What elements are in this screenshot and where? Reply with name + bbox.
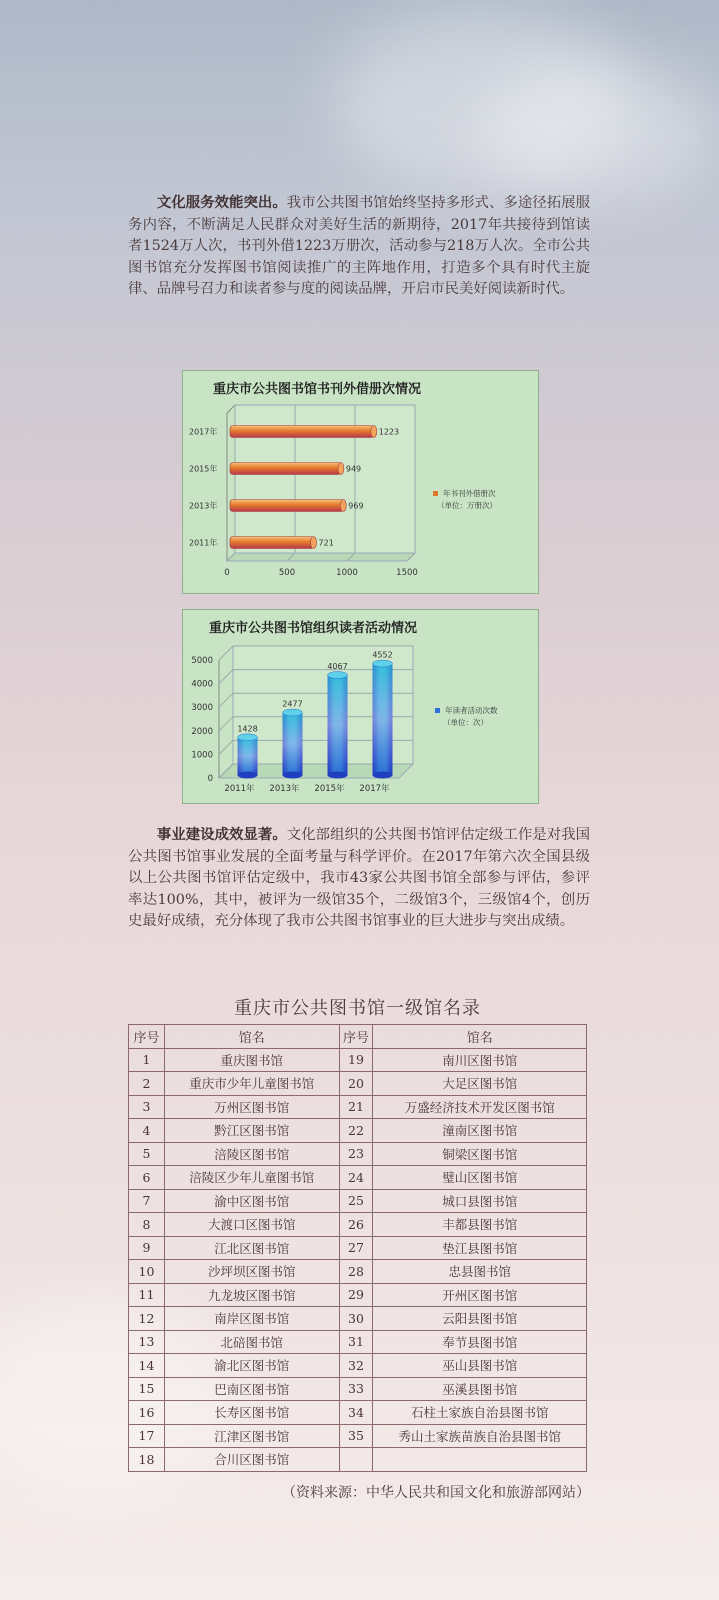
chart2-gridline-depth	[219, 670, 233, 684]
cell-name-right: 潼南区图书馆	[373, 1119, 587, 1143]
table-row	[129, 1377, 587, 1401]
chart1-bar-cap	[311, 537, 317, 549]
cell-name-right: 铜梁区图书馆	[373, 1142, 587, 1166]
cell-index-right: 35	[339, 1424, 373, 1448]
table-row	[129, 1072, 587, 1096]
chart1-x-tick: 1000	[336, 568, 358, 578]
cell-index-left: 8	[129, 1213, 165, 1237]
cell-index-left: 13	[129, 1330, 165, 1354]
table-row	[129, 1189, 587, 1213]
chart1-bar	[230, 537, 314, 549]
chart1-floor	[227, 553, 415, 561]
chart2-gridline-depth	[219, 717, 233, 731]
chart2-data-label: 4552	[372, 650, 393, 660]
table-row	[129, 1048, 587, 1072]
chart1-data-label: 949	[345, 464, 362, 474]
chart2-y-tick: 5000	[191, 656, 213, 666]
cell-index-left: 18	[129, 1448, 165, 1472]
cell-index-left: 11	[129, 1283, 165, 1307]
achievement-text: 文化部组织的公共图书馆评估定级工作是对我国公共图书馆事业发展的全面考量与科学评价。在2017年第六次全国县级以上公共图书馆评估定级中，我市43家公共图书馆全部参与评估，参评率达100%，其中，被评为一级馆35个，二级馆3个，三级馆4个，创历史最好成绩，充分体现了我市公共图书馆事业的巨大进步与突出成绩。	[128, 827, 590, 929]
table-row	[129, 1283, 587, 1307]
cell-name-left: 江北区图书馆	[164, 1236, 339, 1260]
cell-name-left: 九龙坡区图书馆	[164, 1283, 339, 1307]
cell-name-left: 沙坪坝区图书馆	[164, 1260, 339, 1284]
chart1-data-label: 969	[348, 501, 364, 511]
cell-index-right: 27	[339, 1236, 373, 1260]
cell-index-left: 17	[129, 1424, 165, 1448]
cell-index-left: 16	[129, 1401, 165, 1425]
chart2-bar-cap	[283, 709, 303, 716]
cell-name-right: 璧山区图书馆	[373, 1166, 587, 1190]
chart1-legend-unit: （单位：万册次）	[437, 501, 497, 510]
table-row	[129, 1424, 587, 1448]
library-table-body	[129, 1048, 587, 1471]
cell-index-right: 22	[339, 1119, 373, 1143]
chart2-legend-label: 年读者活动次数	[445, 706, 498, 715]
chart2-data-label: 1428	[237, 724, 258, 734]
chart2-bar-base	[328, 772, 348, 779]
cell-index-left: 12	[129, 1307, 165, 1331]
intro-paragraph	[128, 192, 590, 301]
cell-name-right: 开州区图书馆	[373, 1283, 587, 1307]
cell-name-left: 万州区图书馆	[164, 1095, 339, 1119]
cell-name-left: 北碚图书馆	[164, 1330, 339, 1354]
chart2-bar-base	[373, 772, 393, 779]
chart2-bar-shade	[373, 664, 393, 775]
chart2-bar-shade	[283, 713, 303, 775]
chart1-legend-label: 年书刊外借册次	[443, 489, 496, 498]
cell-index-left: 5	[129, 1142, 165, 1166]
chart1-category-label: 2017年	[189, 427, 218, 437]
table-row	[129, 1448, 587, 1472]
table-row	[129, 1307, 587, 1331]
cell-index-left: 15	[129, 1377, 165, 1401]
cell-name-right	[373, 1448, 587, 1472]
cell-index-right	[339, 1448, 373, 1472]
chart2-bar-base	[283, 772, 303, 779]
chart1-x-tick: 0	[224, 568, 230, 578]
cell-name-left: 长寿区图书馆	[164, 1401, 339, 1425]
chart2-gridline-depth	[219, 646, 233, 660]
table-row	[129, 1236, 587, 1260]
cell-name-left: 南岸区图书馆	[164, 1307, 339, 1331]
chart2-legend-unit: （单位：次）	[443, 718, 488, 727]
cell-name-left: 渝北区图书馆	[164, 1354, 339, 1378]
chart2-data-label: 2477	[282, 699, 303, 709]
table-row	[129, 1142, 587, 1166]
chart2-bar-base	[238, 772, 258, 779]
chart1-data-label: 1223	[378, 427, 400, 437]
table-row	[129, 1330, 587, 1354]
cell-name-right: 秀山土家族苗族自治县图书馆	[373, 1424, 587, 1448]
chart2-bar-cap	[328, 672, 348, 679]
chart2-bar-shade	[238, 737, 258, 775]
cell-index-right: 28	[339, 1260, 373, 1284]
chart2-gridline-depth	[219, 740, 233, 754]
cell-index-left: 6	[129, 1166, 165, 1190]
chart1-bar-cap	[340, 500, 346, 512]
cell-index-right: 26	[339, 1213, 373, 1237]
cell-index-left: 14	[129, 1354, 165, 1378]
intro-text: 我市公共图书馆始终坚持多形式、多途径拓展服务内容，不断满足人民群众对美好生活的新期待，2017年共接待到馆读者1524万人次，书刊外借1223万册次，活动参与218万人次。全市公共图书馆充分发挥图书馆阅读推广的主阵地作用，打造多个具有时代主旋律、品牌号召力和读者参与度的阅读品牌，开启市民美好阅读新时代。	[128, 195, 590, 297]
header-index-right: 序号	[339, 1025, 373, 1049]
chart2-bar-cap	[238, 734, 258, 741]
chart2-y-tick: 1000	[191, 750, 213, 761]
table-row	[129, 1354, 587, 1378]
cell-index-right: 32	[339, 1354, 373, 1378]
cell-index-right: 33	[339, 1377, 373, 1401]
cell-index-left: 4	[129, 1119, 165, 1143]
header-name-right: 馆名	[373, 1025, 587, 1049]
chart1-title: 重庆市公共图书馆书刊外借册次情况	[213, 382, 422, 397]
cell-name-left: 巴南区图书馆	[164, 1377, 339, 1401]
cell-index-right: 24	[339, 1166, 373, 1190]
chart1-data-label: 721	[318, 538, 334, 548]
cell-index-right: 30	[339, 1307, 373, 1331]
table-row	[129, 1401, 587, 1425]
chart2-y-tick: 3000	[191, 703, 213, 714]
table-title: 重庆市公共图书馆一级馆名录	[234, 998, 481, 1019]
cell-index-right: 23	[339, 1142, 373, 1166]
cell-name-right: 石柱土家族自治县图书馆	[373, 1401, 587, 1425]
cell-name-right: 忠县图书馆	[373, 1260, 587, 1284]
cell-name-left: 江津区图书馆	[164, 1424, 339, 1448]
chart2-y-tick: 0	[207, 774, 213, 784]
chart1-x-tick: 500	[278, 568, 296, 578]
cell-index-left: 3	[129, 1095, 165, 1119]
cell-index-left: 1	[129, 1048, 165, 1072]
table-header-row	[129, 1025, 587, 1049]
cell-index-right: 21	[339, 1095, 373, 1119]
table-row	[129, 1260, 587, 1284]
table-row	[129, 1119, 587, 1143]
cell-name-left: 涪陵区少年儿童图书馆	[164, 1166, 339, 1190]
cell-name-left: 重庆市少年儿童图书馆	[164, 1072, 339, 1096]
chart1-category-label: 2013年	[189, 501, 218, 511]
chart1-bar-cap	[371, 426, 377, 438]
cell-index-left: 9	[129, 1236, 165, 1260]
chart-reader-activities	[182, 609, 539, 804]
cell-index-right: 31	[339, 1330, 373, 1354]
chart1-category-label: 2015年	[189, 464, 218, 474]
cell-index-left: 10	[129, 1260, 165, 1284]
chart2-bar-shade	[328, 675, 348, 775]
chart1-bar	[230, 463, 341, 475]
achievement-paragraph	[128, 824, 590, 933]
chart2-y-tick: 2000	[191, 726, 213, 737]
chart2-gridline-depth	[219, 693, 233, 707]
chart1-axis-y-depth	[227, 405, 235, 413]
chart1-bar-cap	[338, 463, 344, 475]
chart-reader-activities-svg	[183, 610, 538, 803]
chart1-bar	[230, 500, 343, 512]
achievement-lead: 事业建设成效显著。	[156, 826, 287, 843]
chart1-x-tick: 1500	[396, 568, 418, 578]
chart2-data-label: 4067	[327, 662, 348, 672]
chart2-title: 重庆市公共图书馆组织读者活动情况	[209, 621, 418, 636]
cell-name-right: 城口县图书馆	[373, 1189, 587, 1213]
cell-name-right: 丰都县图书馆	[373, 1213, 587, 1237]
cell-name-right: 垫江县图书馆	[373, 1236, 587, 1260]
cell-name-right: 云阳县图书馆	[373, 1307, 587, 1331]
library-table	[128, 1024, 587, 1472]
header-index-left: 序号	[129, 1025, 165, 1049]
cell-name-left: 涪陵区图书馆	[164, 1142, 339, 1166]
cell-name-right: 巫溪县图书馆	[373, 1377, 587, 1401]
chart1-bar	[230, 426, 374, 438]
chart2-y-tick: 4000	[191, 679, 213, 690]
header-name-left: 馆名	[164, 1025, 339, 1049]
table-row	[129, 1166, 587, 1190]
table-row	[129, 1213, 587, 1237]
cell-name-right: 巫山县图书馆	[373, 1354, 587, 1378]
chart2-category-label: 2011年	[224, 784, 255, 794]
source-note: （资料来源：中华人民共和国文化和旅游部网站）	[282, 1485, 590, 1501]
cell-name-right: 大足区图书馆	[373, 1072, 587, 1096]
chart1-legend-swatch	[433, 491, 438, 496]
chart-book-loans-svg	[183, 371, 538, 593]
chart-book-loans	[182, 370, 539, 594]
cell-index-right: 34	[339, 1401, 373, 1425]
chart2-bar-cap	[373, 660, 393, 667]
chart2-legend-swatch	[435, 708, 440, 713]
cell-index-right: 20	[339, 1072, 373, 1096]
chart2-category-label: 2015年	[314, 784, 345, 794]
cell-name-right: 奉节县图书馆	[373, 1330, 587, 1354]
cell-index-right: 29	[339, 1283, 373, 1307]
cell-index-left: 2	[129, 1072, 165, 1096]
cell-name-right: 南川区图书馆	[373, 1048, 587, 1072]
chart2-category-label: 2017年	[359, 784, 390, 794]
cell-name-left: 合川区图书馆	[164, 1448, 339, 1472]
cell-name-left: 渝中区图书馆	[164, 1189, 339, 1213]
chart2-category-label: 2013年	[269, 784, 300, 794]
cell-name-right: 万盛经济技术开发区图书馆	[373, 1095, 587, 1119]
intro-lead: 文化服务效能突出。	[156, 194, 287, 211]
table-row	[129, 1095, 587, 1119]
cell-name-left: 黔江区图书馆	[164, 1119, 339, 1143]
cell-name-left: 大渡口区图书馆	[164, 1213, 339, 1237]
cell-index-right: 19	[339, 1048, 373, 1072]
cell-index-right: 25	[339, 1189, 373, 1213]
cell-name-left: 重庆图书馆	[164, 1048, 339, 1072]
cell-index-left: 7	[129, 1189, 165, 1213]
chart1-category-label: 2011年	[189, 538, 218, 548]
